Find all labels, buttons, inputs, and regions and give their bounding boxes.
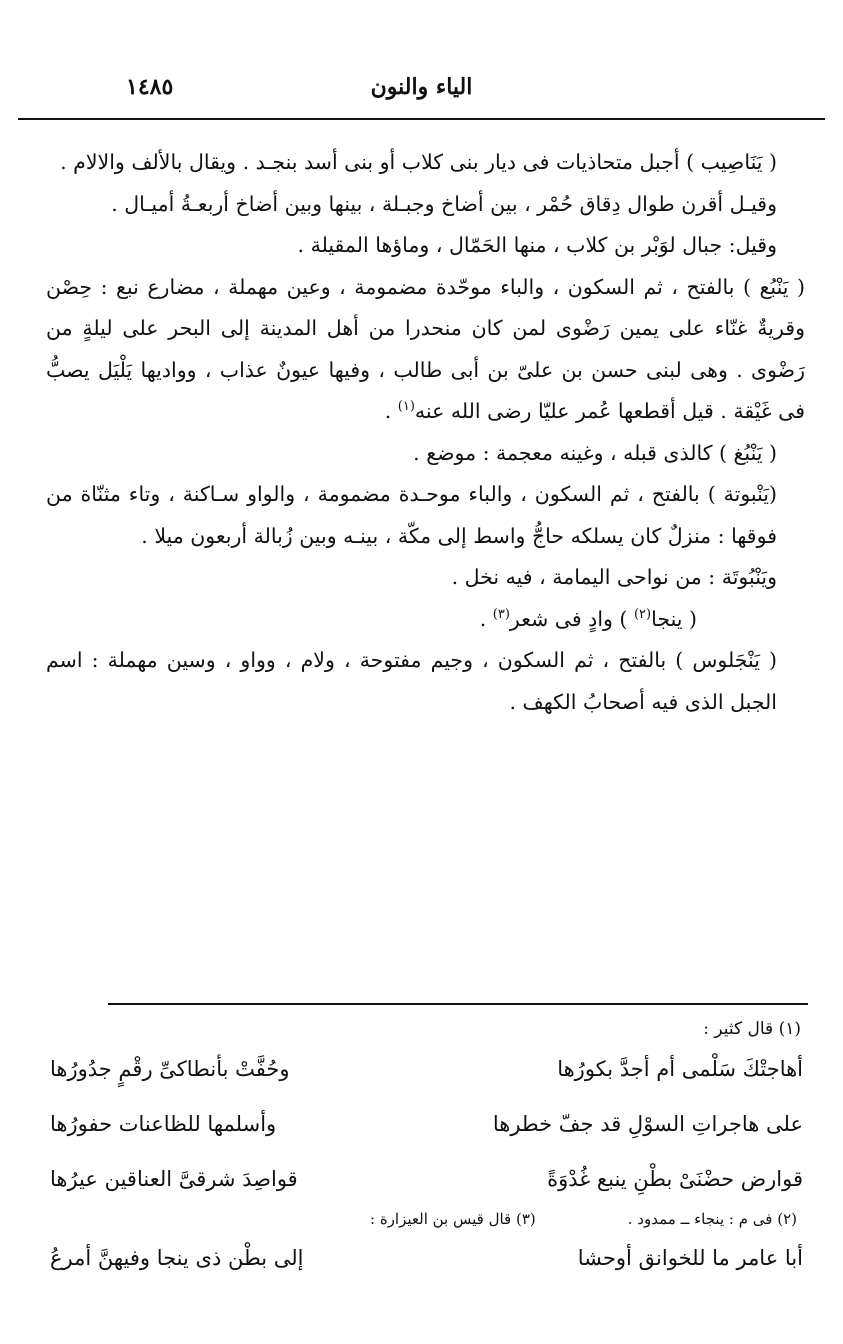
verse-line xyxy=(50,1152,803,1207)
verse-line xyxy=(50,1042,803,1097)
footnotes xyxy=(50,1016,803,1286)
footnote-3-label: (٣) قال قيس بن العيزارة : xyxy=(370,1210,536,1228)
header-rule xyxy=(18,118,825,120)
entry-yanbu-text: ( يَنْبُع ) بالفتح ، ثم السكون ، والباء موحّدة مضمومة ، وعين مهملة ، مضارع نبع : حِصْن وقريةٌ غنّاء على يمين رَضْوى لمن كان منحدرا من أهل المدينة إلى البحر على ليلةٍ من رَضْوى . وهى لبنى حسن بن علىّ بن أبى طالب ، وفيها عيونٌ عذاب ، وواديها يَلْيَل يصبُّ فى غَيْقة . قيل أقطعها عُمر عليّا رضى الله عنه xyxy=(46,274,806,423)
paragraph-qil-1: وقيـل أقرن طوال دِقاق حُمْر ، بين أضاخ وجبـلة ، بينها وبين أضاخ أربعـةُ أميـال . xyxy=(111,191,777,216)
verse-hemistich-second: وحُفَّتْ بأنطاكىِّ رقْمٍ جدُورُها xyxy=(50,1057,290,1081)
entry-yanja-end: . xyxy=(479,606,487,631)
verse-hemistich-first: قوارض حضْنَىْ بطْنِ ينبع غُدْوَةً xyxy=(547,1167,803,1191)
entry-yanja-head: ( ينجا xyxy=(651,606,697,631)
verse-line xyxy=(50,1097,803,1152)
footnote-rule xyxy=(108,1003,808,1005)
entry-yanbuta: (يَنْبوتة ) بالفتح ، ثم السكون ، والباء موحـدة مضمومة ، والواو سـاكنة ، وتاء مثنّاة من فوقها : منزلٌ كان يسلكه حاجُّ واسط إلى مكّة ، بينـه وبين زُبالة أربعون ميلا . xyxy=(46,482,777,548)
paragraph-qil-2: وقيل: جبال لوَبْر بن كلاب ، منها الحَمّال ، وماؤها المقيلة . xyxy=(297,233,777,257)
entry-yanbu-end: . xyxy=(384,399,392,423)
verse-hemistich-first: على هاجراتِ السوْلِ قد جفّ خطرها xyxy=(492,1112,803,1136)
footnote-2: (٢) فى م : ينجاء ــ ممدود . xyxy=(627,1210,797,1228)
verse-line xyxy=(50,1231,803,1286)
verse-hemistich-second: إلى بطْن ذى ينجا وفيهنَّ أمرعُ xyxy=(50,1246,304,1270)
footnote-mark-1: (١) xyxy=(397,399,415,415)
entry-yanbu xyxy=(46,267,805,433)
page-header xyxy=(18,68,825,108)
verse-hemistich-first: أهاجتْكَ سَلْمى أم أجدَّ بكورُها xyxy=(557,1057,803,1081)
footnotes-2-3 xyxy=(50,1207,803,1231)
main-text xyxy=(46,142,805,723)
footnote-1-label: (١) قال كثير : xyxy=(703,1019,801,1039)
running-title: الياء والنون xyxy=(370,74,473,100)
entry-yanbuta-yamama: ويَنْبُوتَة : من نواحى اليمامة ، فيه نخل . xyxy=(451,565,777,589)
entry-yanja xyxy=(46,599,805,641)
footnote-mark-2: (٢) xyxy=(633,606,652,622)
page-number: ١٤٨٥ xyxy=(126,74,174,100)
footnote-mark-3: (٣) xyxy=(492,606,510,622)
verse-hemistich-second: قواصِدَ شرقىَّ العناقين عيرُها xyxy=(50,1167,298,1191)
entry-yanasib: ( يَنَاصِيب ) أجبل متحاذيات فى ديار بنى كلاب أو بنى أسد بنجـد . ويقال بالألف والالام . xyxy=(60,150,777,174)
verse-hemistich-second: وأسلمها للظاعنات حفورُها xyxy=(50,1112,277,1136)
entry-yanja-tail: ) وادٍ فى شعر xyxy=(509,606,628,631)
verse-hemistich-first: أبا عامر ما للخوانق أوحشا xyxy=(577,1246,803,1270)
entry-yanjalus: ( يَنْجَلوس ) بالفتح ، ثم السكون ، وجيم مفتوحة ، ولام ، وواو ، وسين مهملة : اسم الجبل الذى فيه أصحابُ الكهف . xyxy=(46,648,777,714)
entry-yanbugh: ( يَنْبُغ ) كالذى قبله ، وغينه معجمة : موضع . xyxy=(413,440,777,465)
